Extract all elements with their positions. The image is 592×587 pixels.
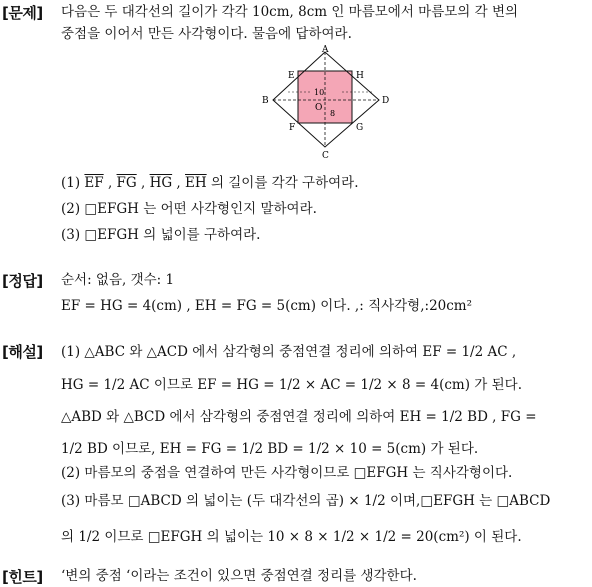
answer-label: [정답] xyxy=(2,272,43,290)
label-c: C xyxy=(322,151,329,161)
solution-line-2: HG = 1/2 AC 이므로 EF = HG = 1/2 × AC = 1/2 × 8 = 4(cm) 가 된다. xyxy=(61,377,522,393)
problem-label: [문제] xyxy=(2,4,43,22)
label-e: E xyxy=(288,71,295,81)
question-2: (2) □EFGH 는 어떤 사각형인지 말하여라. xyxy=(61,201,317,217)
hint-text: ‘변의 중점 ‘이라는 조건이 있으면 중점연결 정리를 생각한다. xyxy=(61,568,417,584)
label-a: A xyxy=(322,45,329,55)
answer-line-2: EF = HG = 4(cm) , EH = FG = 5(cm) 이다. ,: 직사각형,:20cm² xyxy=(61,298,473,314)
label-d: D xyxy=(382,96,390,106)
answer-line-1: 순서: 없음, 갯수: 1 xyxy=(61,272,175,288)
problem-line-1: 다음은 두 대각선의 길이가 각각 10cm, 8cm 인 마름모에서 마름모의 각 변의 xyxy=(61,4,519,20)
hint-label: [힌트] xyxy=(2,568,43,586)
solution-line-6: (3) 마름모 □ABCD 의 넓이는 (두 대각선의 곱) × 1/2 이며,□EFGH 는 □ABCD xyxy=(61,493,551,509)
label-f: F xyxy=(289,123,296,133)
solution-line-4: 1/2 BD 이므로, EH = FG = 1/2 BD = 1/2 × 10 = 5(cm) 가 된다. xyxy=(61,441,479,457)
solution-line-5: (2) 마름모의 중점을 연결하여 만든 사각형이므로 □EFGH 는 직사각형이다. xyxy=(61,465,513,481)
problem-line-2: 중점을 이어서 만든 사각형이다. 물음에 답하여라. xyxy=(61,26,352,42)
label-b: B xyxy=(262,96,269,106)
question-3: (3) □EFGH 의 넓이를 구하여라. xyxy=(61,227,261,243)
solution-line-3: △ABD 와 △BCD 에서 삼각형의 중점연결 정리에 의하여 EH = 1/2 BD , FG = xyxy=(61,409,537,425)
label-o: O xyxy=(315,103,323,113)
length-10: 10 xyxy=(314,88,325,97)
label-h: H xyxy=(356,71,364,81)
rhombus-figure xyxy=(258,44,394,162)
label-g: G xyxy=(356,123,364,133)
solution-line-7: 의 1/2 이므로 □EFGH 의 넓이는 10 × 8 × 1/2 × 1/2 = 20(cm²) 이 된다. xyxy=(61,529,522,545)
length-8: 8 xyxy=(330,109,336,118)
solution-line-1: (1) △ABC 와 △ACD 에서 삼각형의 중점연결 정리에 의하여 EF = 1/2 AC , xyxy=(61,344,517,360)
question-1: (1) $\overline{EF}$ , $\overline{FG}$ , $\overline{HG}$ , $\overline{EH}$ 의 길이를 각각 구하여라. xyxy=(61,175,359,191)
solution-label: [해설] xyxy=(2,343,43,361)
